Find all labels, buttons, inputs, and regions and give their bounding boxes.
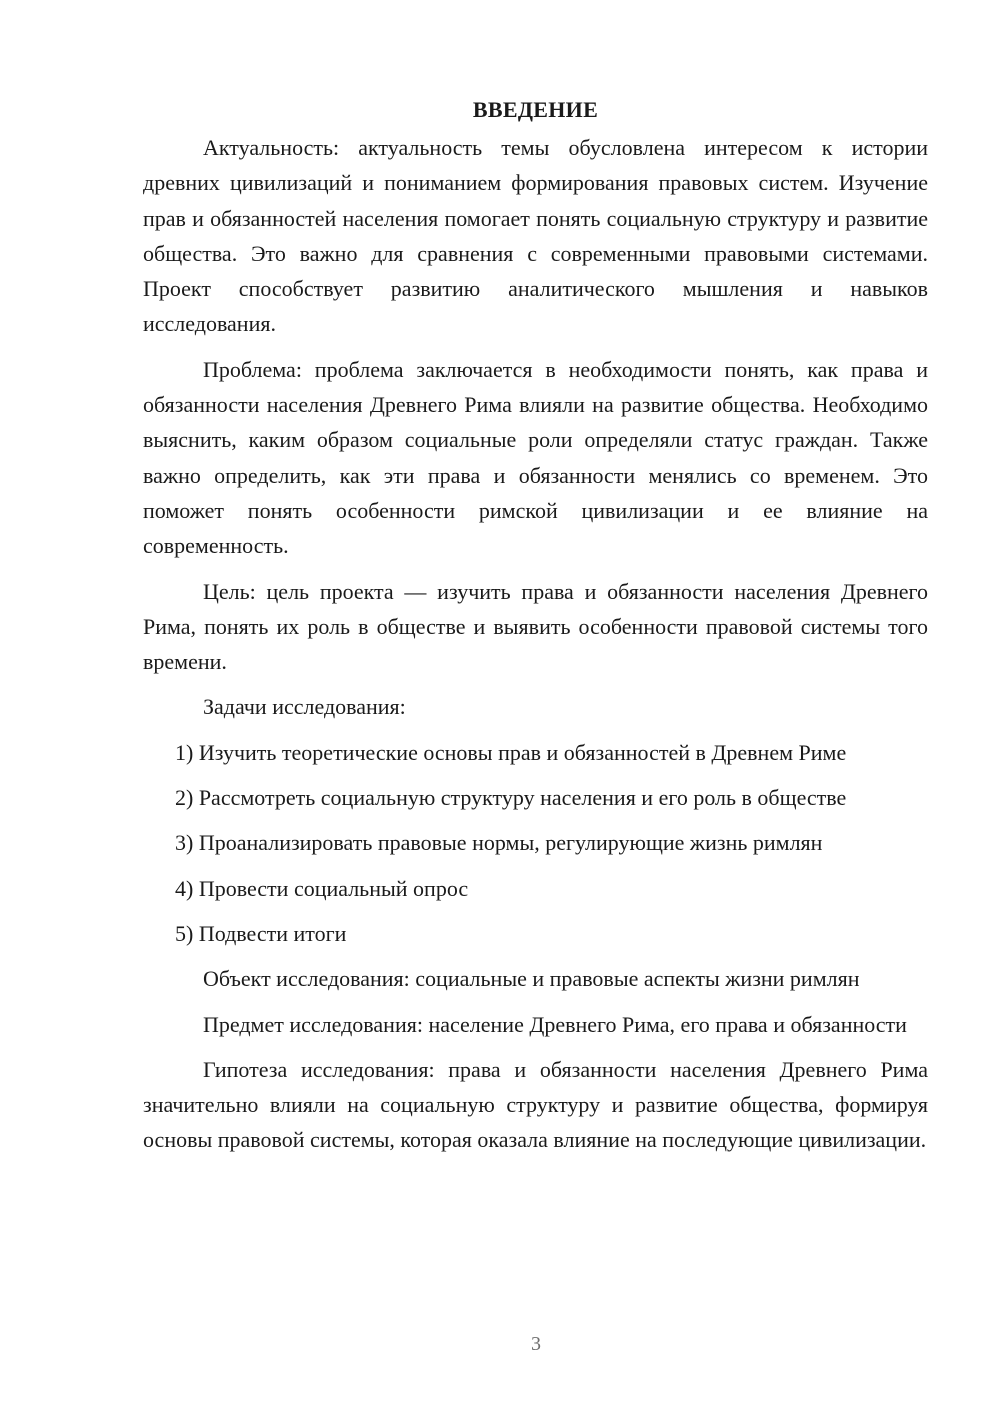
relevance-paragraph: Актуальность: актуальность темы обусловлена интересом к истории древних цивилизаций и пониманием формирования правовых систем. Изучение прав и обязанностей населения помогает понять социальную структуру и развитие общества. Это важно для сравнения с современными правовыми системами. Проект способствует развитию аналитического мышления и навыков исследования. xyxy=(143,135,928,337)
tasks-list xyxy=(143,735,928,951)
goal-paragraph: Цель: цель проекта — изучить права и обязанности населения Древнего Рима, понять их роль в обществе и выявить особенности правовой системы того времени. xyxy=(143,578,928,675)
section-title: ВВЕДЕНИЕ xyxy=(472,97,599,122)
document-page xyxy=(143,92,928,1168)
subject-paragraph: Предмет исследования: население Древнего Рима, его права и обязанности xyxy=(203,1011,907,1037)
task-item: 4) Провести социальный опрос xyxy=(175,875,469,901)
task-item: 1) Изучить теоретические основы прав и обязанностей в Древнем Риме xyxy=(175,739,847,765)
task-item: 5) Подвести итоги xyxy=(175,920,347,946)
problem-paragraph: Проблема: проблема заключается в необходимости понять, как права и обязанности населения Древнего Рима влияли на развитие общества. Необходимо выяснить, каким образом социальные роли определяли статус граждан. Также важно определить, как эти права и обязанности менялись со временем. Это поможет понять особенности римской цивилизации и ее влияние на современность. xyxy=(143,356,928,559)
hypothesis-paragraph: Гипотеза исследования: права и обязанности населения Древнего Рима значительно влияли на социальную структуру и развитие общества, формируя основы правовой системы, которая оказала влияние на последующие цивилизации. xyxy=(143,1056,928,1153)
task-item: 2) Рассмотреть социальную структуру населения и его роль в обществе xyxy=(175,785,847,811)
tasks-heading: Задачи исследования: xyxy=(203,694,406,720)
task-item: 3) Проанализировать правовые нормы, регулирующие жизнь римлян xyxy=(175,830,823,856)
object-paragraph: Объект исследования: социальные и правовые аспекты жизни римлян xyxy=(203,966,860,992)
page-number: 3 xyxy=(531,1333,541,1355)
